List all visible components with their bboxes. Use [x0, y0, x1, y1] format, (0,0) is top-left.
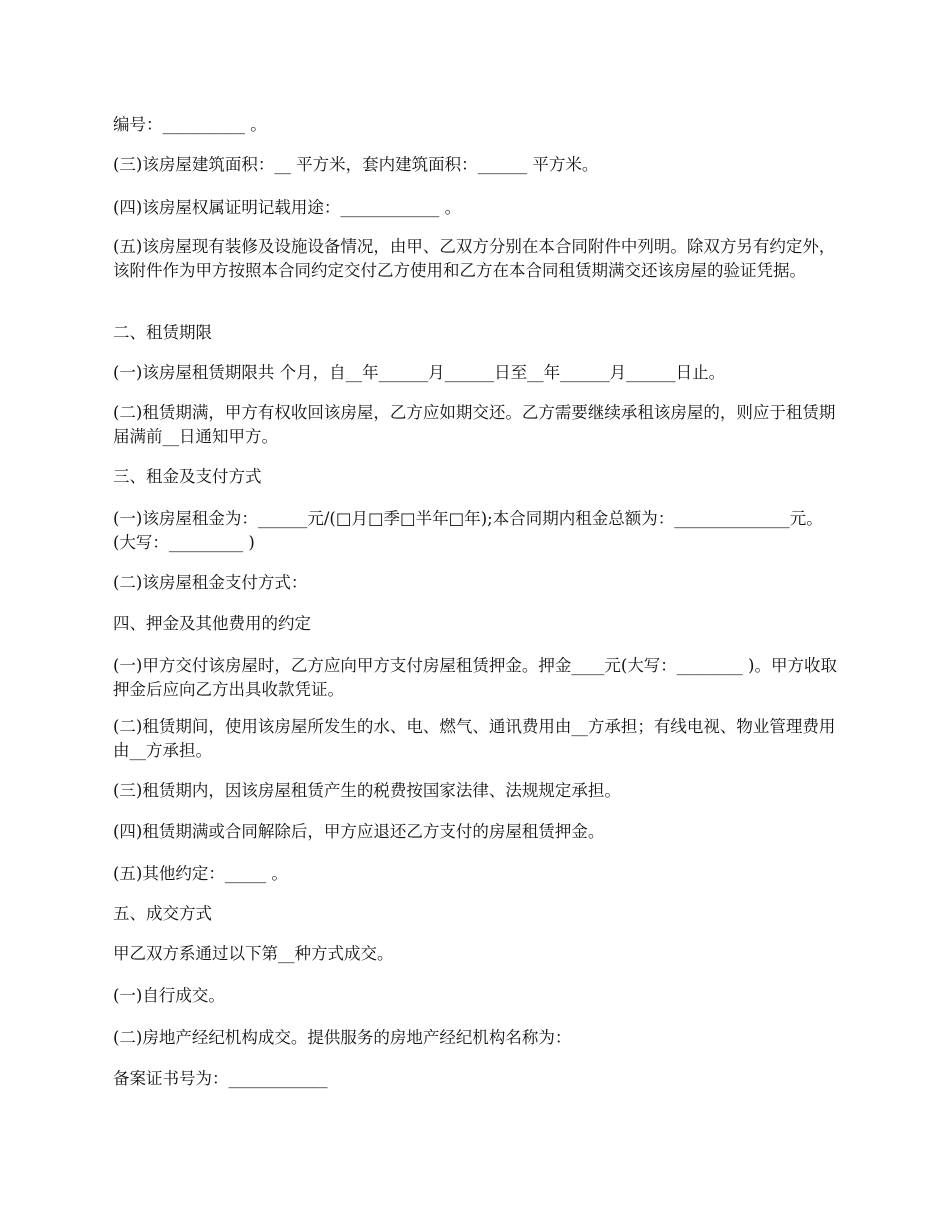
- floor-area-clause: (三)该房屋建筑面积：__ 平方米，套内建筑面积：______ 平方米。: [113, 155, 599, 174]
- rent-payment-method-clause: (二)该房屋租金支付方式：: [113, 573, 308, 592]
- taxes-clause: (三)租赁期内，因该房屋租赁产生的税费按国家法律、法规规定承担。: [113, 781, 621, 800]
- other-terms-clause: (五)其他约定：_____ 。: [113, 864, 288, 883]
- utilities-clause: (二)租赁期间，使用该房屋所发生的水、电、燃气、通讯费用由__方承担；有线电视、物业管理费用由__方承担。: [113, 717, 836, 760]
- section-heading-deposit: 四、押金及其他费用的约定: [113, 614, 311, 633]
- section-heading-transaction: 五、成交方式: [113, 904, 212, 923]
- rent-amount-clause: (一)该房屋租金为：______元/(□月□季□半年□年);本合同期内租金总额为：______________元。(大写：_________ ): [113, 509, 823, 552]
- deposit-refund-clause: (四)租赁期满或合同解除后，甲方应退还乙方支付的房屋租赁押金。: [113, 822, 605, 841]
- section-heading-rent: 三、租金及支付方式: [113, 467, 262, 486]
- registration-number-line: 备案证书号为：____________: [113, 1069, 328, 1088]
- transaction-method-line: 甲乙双方系通过以下第__种方式成交。: [113, 944, 394, 963]
- lease-expiry-clause: (二)租赁期满，甲方有权收回该房屋，乙方应如期交还。乙方需要继续承租该房屋的，则应于租赁期届满前__日通知甲方。: [113, 403, 836, 446]
- section-heading-lease-term: 二、租赁期限: [113, 323, 212, 342]
- property-use-clause: (四)该房屋权属证明记载用途：____________ 。: [113, 198, 462, 217]
- fixtures-clause: (五)该房屋现有装修及设施设备情况，由甲、乙双方分别在本合同附件中列明。除双方另有约定外，该附件作为甲方按照本合同约定交付乙方使用和乙方在本合同租赁期满交还该房屋的验证凭据。: [113, 237, 836, 280]
- agency-transaction-option: (二)房地产经纪机构成交。提供服务的房地产经纪机构名称为：: [113, 1028, 572, 1047]
- serial-number-line: 编号：__________ 。: [113, 115, 267, 134]
- deposit-clause: (一)甲方交付该房屋时，乙方应向甲方支付房屋租赁押金。押金____元(大写：________ )。甲方收取押金后应向乙方出具收款凭证。: [113, 656, 837, 699]
- lease-term-clause: (一)该房屋租赁期限共 个月，自__年______月______日至__年______月______日止。: [113, 363, 726, 382]
- self-transaction-option: (一)自行成交。: [113, 986, 225, 1005]
